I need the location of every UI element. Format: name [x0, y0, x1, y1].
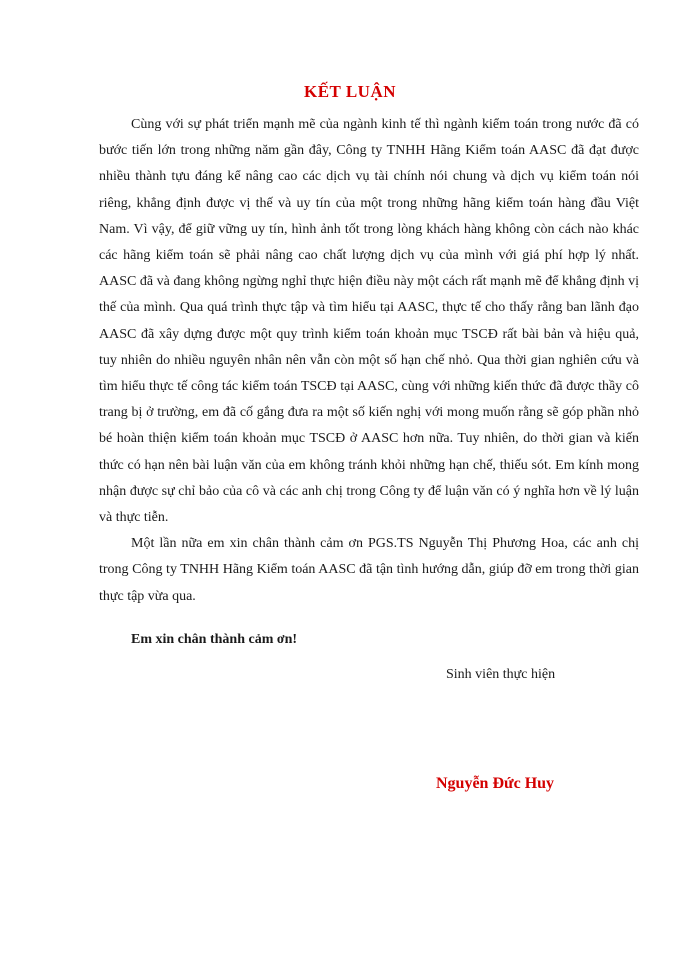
document-title: KẾT LUẬN: [303, 82, 396, 101]
conclusion-body: [99, 112, 639, 610]
signer-name: Nguyễn Đức Huy: [436, 775, 555, 792]
conclusion-paragraph-1: Cùng với sự phát triển mạnh mẽ của ngành kinh tế thì ngành kiểm toán trong nước đã có bước tiến lớn trong những năm gần đây, Công ty TNHH Hãng Kiểm toán AASC đã đạt được nhiều thành tựu đáng kể nâng cao các dịch vụ tài chính nói chung và dịch vụ kiểm toán nói riêng, khẳng định được vị thế và uy tín của một trong những hãng kiểm toán hàng đầu Việt Nam. Vì vậy, để giữ vững uy tín, hình ảnh tốt trong lòng khách hàng không còn cách nào khác các hãng kiểm toán sẽ phải nâng cao chất lượng dịch vụ của mình với giá phí hợp lý nhất. AASC đã và đang không ngừng nghỉ thực hiện điều này một cách rất mạnh mẽ để khẳng định vị thế của mình. Qua quá trình thực tập và tìm hiểu tại AASC, thực tế cho thấy rằng ban lãnh đạo AASC đã xây dựng được một quy trình kiểm toán khoản mục TSCĐ rất bài bản và hiệu quả, tuy nhiên do nhiều nguyên nhân nên vẫn còn một số hạn chế nhỏ. Qua thời gian nghiên cứu và tìm hiểu thực tế công tác kiểm toán TSCĐ tại AASC, cùng với những kiến thức đã được thầy cô trang bị ở trường, em đã cố gắng đưa ra một số kiến nghị với mong muốn rằng sẽ góp phần nhỏ bé hoàn thiện kiểm toán khoản mục TSCĐ ở AASC hơn nữa. Tuy nhiên, do thời gian và kiến thức có hạn nên bài luận văn của em không tránh khỏi những hạn chế, thiếu sót. Em kính mong nhận được sự chỉ bảo của cô và các anh chị trong Công ty để luận văn có ý nghĩa hơn về lý luận và thực tiễn.: [99, 117, 639, 526]
thanks-line: Em xin chân thành cảm ơn!: [131, 632, 298, 647]
conclusion-paragraph-2: Một lần nữa em xin chân thành cảm ơn PGS.TS Nguyễn Thị Phương Hoa, các anh chị trong Công ty TNHH Hãng Kiểm toán AASC đã tận tình hướng dẫn, giúp đỡ em trong thời gian thực tập vừa qua.: [99, 536, 639, 604]
signer-role: Sinh viên thực hiện: [446, 667, 556, 682]
